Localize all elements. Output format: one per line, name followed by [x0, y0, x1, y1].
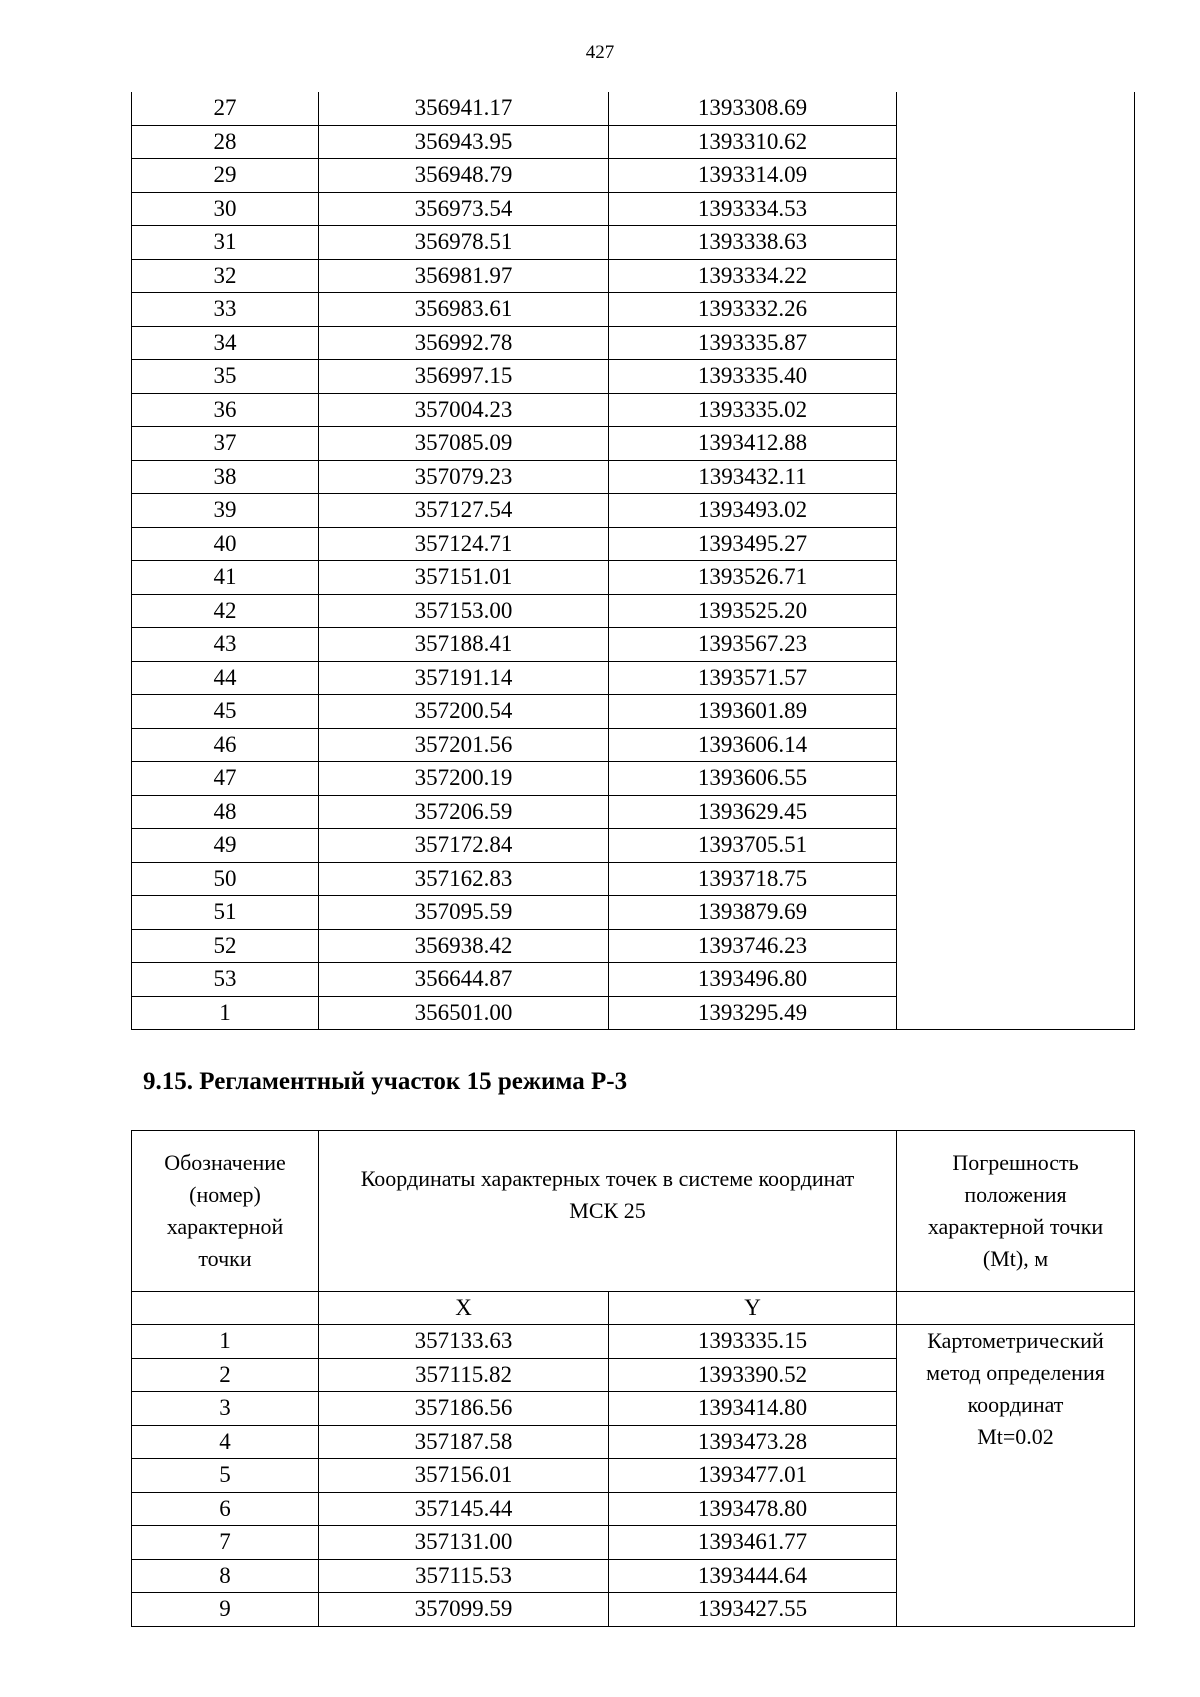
header-error-line: характерной точки	[927, 1214, 1104, 1239]
y-coordinate-cell: 1393295.49	[609, 996, 897, 1030]
axis-empty-cell	[897, 1292, 1135, 1325]
x-coordinate-cell: 356938.42	[319, 929, 609, 963]
y-coordinate-cell: 1393427.55	[609, 1593, 897, 1627]
point-number-cell: 30	[132, 192, 319, 226]
table-row	[132, 795, 1135, 829]
error-cell	[897, 996, 1135, 1030]
error-cell	[897, 427, 1135, 461]
x-coordinate-cell: 357085.09	[319, 427, 609, 461]
table-header-row	[132, 1131, 1135, 1292]
header-point-line: (номер)	[189, 1182, 261, 1207]
table-row	[132, 494, 1135, 528]
y-coordinate-cell: 1393412.88	[609, 427, 897, 461]
table-row	[132, 527, 1135, 561]
x-coordinate-cell: 357099.59	[319, 1593, 609, 1627]
header-point-designation	[132, 1131, 319, 1292]
y-coordinate-cell: 1393746.23	[609, 929, 897, 963]
y-coordinate-cell: 1393493.02	[609, 494, 897, 528]
point-number-cell: 1	[132, 996, 319, 1030]
table-row	[132, 996, 1135, 1030]
point-number-cell: 1	[132, 1325, 319, 1359]
y-coordinate-cell: 1393601.89	[609, 695, 897, 729]
x-coordinate-cell: 357153.00	[319, 594, 609, 628]
error-cell	[897, 795, 1135, 829]
error-cell	[897, 494, 1135, 528]
y-coordinate-cell: 1393444.64	[609, 1559, 897, 1593]
error-cell	[897, 829, 1135, 863]
x-coordinate-cell: 356943.95	[319, 125, 609, 159]
x-coordinate-cell: 357131.00	[319, 1526, 609, 1560]
y-coordinate-cell: 1393332.26	[609, 293, 897, 327]
y-coordinate-cell: 1393473.28	[609, 1425, 897, 1459]
y-coordinate-cell: 1393496.80	[609, 963, 897, 997]
x-coordinate-cell: 356948.79	[319, 159, 609, 193]
error-cell	[897, 527, 1135, 561]
y-coordinate-cell: 1393525.20	[609, 594, 897, 628]
y-coordinate-cell: 1393461.77	[609, 1526, 897, 1560]
table-row	[132, 92, 1135, 125]
axis-x-label: X	[319, 1292, 609, 1325]
point-number-cell: 51	[132, 896, 319, 930]
x-coordinate-cell: 357188.41	[319, 628, 609, 662]
y-coordinate-cell: 1393432.11	[609, 460, 897, 494]
point-number-cell: 29	[132, 159, 319, 193]
y-coordinate-cell: 1393310.62	[609, 125, 897, 159]
point-number-cell: 27	[132, 92, 319, 125]
method-line: метод определения	[926, 1360, 1105, 1385]
y-coordinate-cell: 1393567.23	[609, 628, 897, 662]
error-cell	[897, 226, 1135, 260]
x-coordinate-cell: 357206.59	[319, 795, 609, 829]
y-coordinate-cell: 1393338.63	[609, 226, 897, 260]
x-coordinate-cell: 356973.54	[319, 192, 609, 226]
header-point-line: характерной	[166, 1214, 284, 1239]
error-cell	[897, 561, 1135, 595]
error-cell	[897, 628, 1135, 662]
x-coordinate-cell: 357133.63	[319, 1325, 609, 1359]
table-row	[132, 929, 1135, 963]
table-row	[132, 293, 1135, 327]
header-error	[897, 1131, 1135, 1292]
point-number-cell: 45	[132, 695, 319, 729]
x-coordinate-cell: 357115.53	[319, 1559, 609, 1593]
error-cell	[897, 762, 1135, 796]
y-coordinate-cell: 1393718.75	[609, 862, 897, 896]
point-number-cell: 6	[132, 1492, 319, 1526]
x-coordinate-cell: 357186.56	[319, 1392, 609, 1426]
table-row	[132, 1325, 1135, 1359]
x-coordinate-cell: 357200.54	[319, 695, 609, 729]
x-coordinate-cell: 357162.83	[319, 862, 609, 896]
error-cell	[897, 360, 1135, 394]
point-number-cell: 3	[132, 1392, 319, 1426]
axis-header-row	[132, 1292, 1135, 1325]
x-coordinate-cell: 356978.51	[319, 226, 609, 260]
x-coordinate-cell: 357187.58	[319, 1425, 609, 1459]
y-coordinate-cell: 1393705.51	[609, 829, 897, 863]
coordinates-table-section-15	[131, 1130, 1135, 1627]
table-row	[132, 159, 1135, 193]
header-error-line: Погрешность	[952, 1150, 1079, 1175]
point-number-cell: 40	[132, 527, 319, 561]
table-row	[132, 628, 1135, 662]
point-number-cell: 32	[132, 259, 319, 293]
x-coordinate-cell: 357172.84	[319, 829, 609, 863]
table-row	[132, 326, 1135, 360]
table-row	[132, 862, 1135, 896]
point-number-cell: 48	[132, 795, 319, 829]
y-coordinate-cell: 1393879.69	[609, 896, 897, 930]
table-row	[132, 829, 1135, 863]
header-coords-line: Координаты характерных точек в системе координат	[360, 1166, 855, 1191]
y-coordinate-cell: 1393335.40	[609, 360, 897, 394]
header-point-line: точки	[198, 1246, 252, 1271]
error-cell	[897, 728, 1135, 762]
y-coordinate-cell: 1393477.01	[609, 1459, 897, 1493]
point-number-cell: 42	[132, 594, 319, 628]
error-cell	[897, 326, 1135, 360]
x-coordinate-cell: 357127.54	[319, 494, 609, 528]
table-row	[132, 728, 1135, 762]
point-number-cell: 28	[132, 125, 319, 159]
x-coordinate-cell: 356501.00	[319, 996, 609, 1030]
y-coordinate-cell: 1393308.69	[609, 92, 897, 125]
point-number-cell: 53	[132, 963, 319, 997]
y-coordinate-cell: 1393335.02	[609, 393, 897, 427]
x-coordinate-cell: 357156.01	[319, 1459, 609, 1493]
x-coordinate-cell: 357004.23	[319, 393, 609, 427]
point-number-cell: 33	[132, 293, 319, 327]
table-row	[132, 594, 1135, 628]
table-row	[132, 695, 1135, 729]
table-row	[132, 192, 1135, 226]
page-number: 427	[585, 42, 615, 63]
header-coords-line: МСК 25	[569, 1198, 646, 1223]
x-coordinate-cell: 357124.71	[319, 527, 609, 561]
point-number-cell: 36	[132, 393, 319, 427]
error-cell	[897, 293, 1135, 327]
point-number-cell: 46	[132, 728, 319, 762]
error-cell	[897, 125, 1135, 159]
table-row	[132, 226, 1135, 260]
y-coordinate-cell: 1393314.09	[609, 159, 897, 193]
y-coordinate-cell: 1393526.71	[609, 561, 897, 595]
header-point-line: Обозначение	[164, 1150, 286, 1175]
y-coordinate-cell: 1393495.27	[609, 527, 897, 561]
table-row	[132, 259, 1135, 293]
y-coordinate-cell: 1393335.15	[609, 1325, 897, 1359]
method-line: координат	[967, 1392, 1064, 1417]
point-number-cell: 34	[132, 326, 319, 360]
point-number-cell: 44	[132, 661, 319, 695]
x-coordinate-cell: 356983.61	[319, 293, 609, 327]
table-row	[132, 460, 1135, 494]
error-cell	[897, 460, 1135, 494]
error-cell	[897, 661, 1135, 695]
table-row	[132, 661, 1135, 695]
y-coordinate-cell: 1393334.22	[609, 259, 897, 293]
table-row	[132, 393, 1135, 427]
error-cell	[897, 393, 1135, 427]
x-coordinate-cell: 357115.82	[319, 1358, 609, 1392]
x-coordinate-cell: 356644.87	[319, 963, 609, 997]
x-coordinate-cell: 356941.17	[319, 92, 609, 125]
error-cell	[897, 695, 1135, 729]
method-line: Mt=0.02	[977, 1424, 1054, 1449]
x-coordinate-cell: 357200.19	[319, 762, 609, 796]
point-number-cell: 31	[132, 226, 319, 260]
y-coordinate-cell: 1393334.53	[609, 192, 897, 226]
table-row	[132, 762, 1135, 796]
x-coordinate-cell: 357145.44	[319, 1492, 609, 1526]
point-number-cell: 41	[132, 561, 319, 595]
x-coordinate-cell: 357079.23	[319, 460, 609, 494]
section-title: 9.15. Регламентный участок 15 режима Р-3	[143, 1068, 628, 1095]
table-row	[132, 427, 1135, 461]
x-coordinate-cell: 357095.59	[319, 896, 609, 930]
y-coordinate-cell: 1393390.52	[609, 1358, 897, 1392]
table-row	[132, 360, 1135, 394]
point-number-cell: 7	[132, 1526, 319, 1560]
error-cell	[897, 862, 1135, 896]
point-number-cell: 52	[132, 929, 319, 963]
error-cell	[897, 192, 1135, 226]
point-number-cell: 5	[132, 1459, 319, 1493]
x-coordinate-cell: 356981.97	[319, 259, 609, 293]
y-coordinate-cell: 1393629.45	[609, 795, 897, 829]
point-number-cell: 8	[132, 1559, 319, 1593]
x-coordinate-cell: 357191.14	[319, 661, 609, 695]
y-coordinate-cell: 1393606.14	[609, 728, 897, 762]
x-coordinate-cell: 357151.01	[319, 561, 609, 595]
error-cell	[897, 594, 1135, 628]
point-number-cell: 47	[132, 762, 319, 796]
x-coordinate-cell: 356997.15	[319, 360, 609, 394]
error-cell	[897, 159, 1135, 193]
point-number-cell: 50	[132, 862, 319, 896]
error-cell	[897, 259, 1135, 293]
y-coordinate-cell: 1393571.57	[609, 661, 897, 695]
point-number-cell: 49	[132, 829, 319, 863]
y-coordinate-cell: 1393414.80	[609, 1392, 897, 1426]
table-row	[132, 561, 1135, 595]
method-cell	[897, 1325, 1135, 1627]
point-number-cell: 4	[132, 1425, 319, 1459]
header-error-line: (Mt), м	[982, 1246, 1049, 1271]
point-number-cell: 35	[132, 360, 319, 394]
point-number-cell: 37	[132, 427, 319, 461]
y-coordinate-cell: 1393335.87	[609, 326, 897, 360]
header-error-line: положения	[964, 1182, 1067, 1207]
point-number-cell: 39	[132, 494, 319, 528]
coordinates-table-continued	[131, 92, 1135, 1030]
point-number-cell: 38	[132, 460, 319, 494]
header-coordinates	[319, 1131, 897, 1292]
axis-y-label: Y	[609, 1292, 897, 1325]
axis-empty-cell	[132, 1292, 319, 1325]
table-row	[132, 963, 1135, 997]
y-coordinate-cell: 1393606.55	[609, 762, 897, 796]
table-row	[132, 125, 1135, 159]
error-cell	[897, 92, 1135, 125]
y-coordinate-cell: 1393478.80	[609, 1492, 897, 1526]
x-coordinate-cell: 356992.78	[319, 326, 609, 360]
x-coordinate-cell: 357201.56	[319, 728, 609, 762]
point-number-cell: 2	[132, 1358, 319, 1392]
point-number-cell: 43	[132, 628, 319, 662]
error-cell	[897, 963, 1135, 997]
error-cell	[897, 929, 1135, 963]
method-line: Картометрический	[927, 1328, 1104, 1353]
error-cell	[897, 896, 1135, 930]
table-row	[132, 896, 1135, 930]
point-number-cell: 9	[132, 1593, 319, 1627]
